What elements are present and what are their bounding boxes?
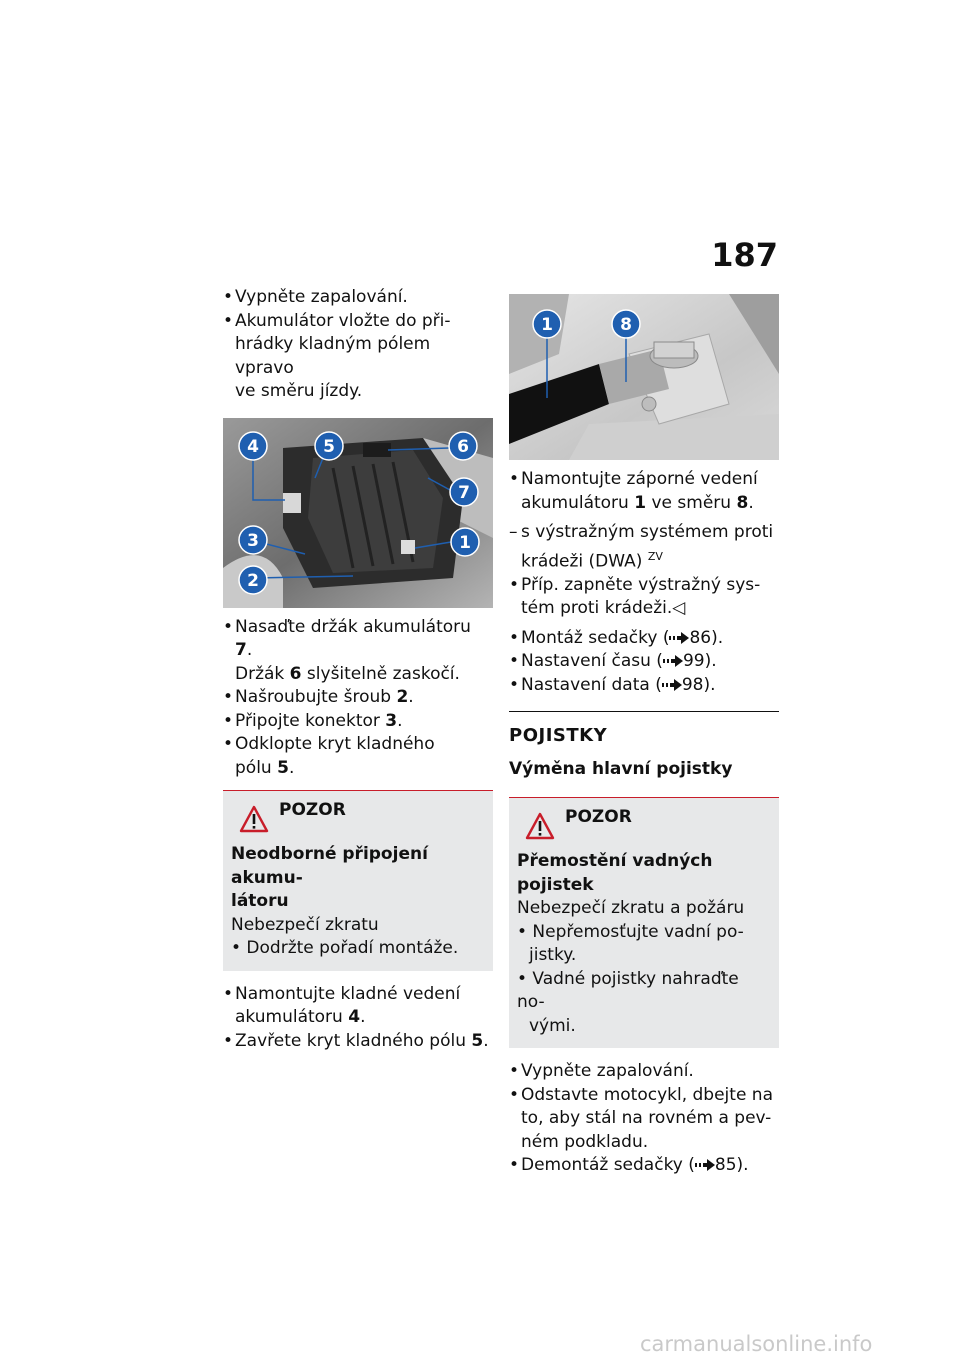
step-open-cover: • Odklopte kryt kladného	[223, 734, 435, 754]
right-column	[509, 294, 779, 1178]
step-switch-off: • Vypněte zapalování.	[223, 287, 408, 307]
ref-seat-install[interactable]: • Montáž sedačky ( 86).	[509, 627, 724, 648]
svg-text:4: 4	[247, 436, 259, 457]
warning-bullet-1: • Nepřemosťujte vadní po-	[517, 921, 744, 942]
alarm-condition: – s výstražným systémem proti	[509, 522, 774, 542]
step-enable-alarm: • Příp. zapněte výstražný sys-	[509, 574, 761, 595]
svg-text:6: 6	[457, 436, 469, 457]
page-ref-arrow-icon	[663, 655, 683, 667]
step-positive-cable-cont: akumulátoru 4.	[235, 1007, 366, 1027]
svg-text:7: 7	[458, 482, 470, 503]
step-holder-click: Držák 6 slyšitelně zaskočí.	[235, 663, 460, 684]
step-insert-battery-cont2: ve směru jízdy.	[235, 381, 363, 401]
step-switch-off-2: • Vypněte zapalování.	[509, 1061, 694, 1082]
subsection-title: Výměna hlavní pojistky	[509, 758, 733, 779]
page-ref-arrow-icon	[669, 632, 689, 644]
warning-line: Nebezpečí zkratu	[231, 914, 379, 935]
page-number: 187	[711, 236, 778, 274]
warning-heading: POZOR	[565, 807, 632, 828]
step-park-bike: • Odstavte motocykl, dbejte na	[509, 1084, 773, 1105]
left-column	[223, 286, 493, 1053]
warning-line: Nebezpečí zkratu a požáru	[517, 898, 745, 919]
step-positive-cable: • Namontujte kladné vedení	[223, 983, 461, 1004]
warning-box	[509, 797, 779, 1048]
warning-bullet-2-cont: vými.	[529, 1015, 576, 1036]
warning-triangle-icon	[239, 805, 269, 833]
step-screw: • Našroubujte šroub 2.	[223, 687, 414, 707]
step-connector: • Připojte konektor 3.	[223, 710, 403, 731]
warning-bullet-1-cont: jistky.	[529, 945, 577, 966]
warning-title-cont: látoru	[231, 891, 289, 911]
svg-text:2: 2	[247, 570, 259, 591]
ref-set-time[interactable]: • Nastavení času ( 99).	[509, 651, 717, 672]
step-park-bike-cont: to, aby stál na rovném a pev-	[521, 1108, 772, 1129]
ref-seat-remove[interactable]: • Demontáž sedačky ( 85).	[509, 1155, 749, 1176]
step-park-bike-cont2: ném podkladu.	[521, 1131, 649, 1152]
svg-text:1: 1	[459, 532, 471, 553]
svg-text:5: 5	[323, 436, 335, 457]
warning-bullet-2: • Vadné pojistky nahraďte no-	[517, 968, 739, 1013]
warning-bullet: • Dodržte pořadí montáže.	[231, 938, 459, 958]
step-attach-holder: • Nasaďte držák akumulátoru 7.	[223, 616, 471, 660]
svg-text:8: 8	[620, 315, 632, 335]
step-close-cover: • Zavřete kryt kladného pólu 5.	[223, 1030, 489, 1051]
section-title: POJISTKY	[509, 725, 608, 747]
negative-terminal-photo	[509, 294, 779, 460]
step-insert-battery: • Akumulátor vložte do při-	[223, 310, 451, 331]
page-ref-arrow-icon	[695, 1159, 715, 1171]
section-divider	[509, 711, 779, 712]
watermark: carmanualsonline.info	[640, 1332, 873, 1356]
alarm-condition-cont: krádeži (DWA) $^{ZV}$	[521, 549, 663, 572]
battery-compartment-photo	[223, 418, 493, 608]
step-negative-cable-cont: akumulátoru 1 ve směru 8.	[521, 492, 754, 513]
svg-text:1: 1	[541, 315, 553, 335]
step-enable-alarm-cont: tém proti krádeži.◁	[521, 598, 686, 619]
svg-text:3: 3	[247, 530, 259, 551]
warning-heading: POZOR	[279, 800, 346, 821]
ref-set-date[interactable]: • Nastavení data ( 98).	[509, 674, 716, 695]
step-insert-battery-cont: hrádky kladným pólem vpravo	[235, 334, 431, 378]
warning-box	[223, 790, 493, 971]
end-mark-icon: ◁	[672, 598, 686, 619]
warning-title: Přemostění vadných pojistek	[517, 851, 713, 895]
warning-triangle-icon	[525, 812, 555, 840]
step-open-cover-cont: pólu 5.	[235, 757, 295, 778]
warning-title: Neodborné připojení akumu-	[231, 844, 428, 888]
page-ref-arrow-icon	[662, 679, 682, 691]
step-negative-cable: • Namontujte záporné vedení	[509, 469, 758, 489]
